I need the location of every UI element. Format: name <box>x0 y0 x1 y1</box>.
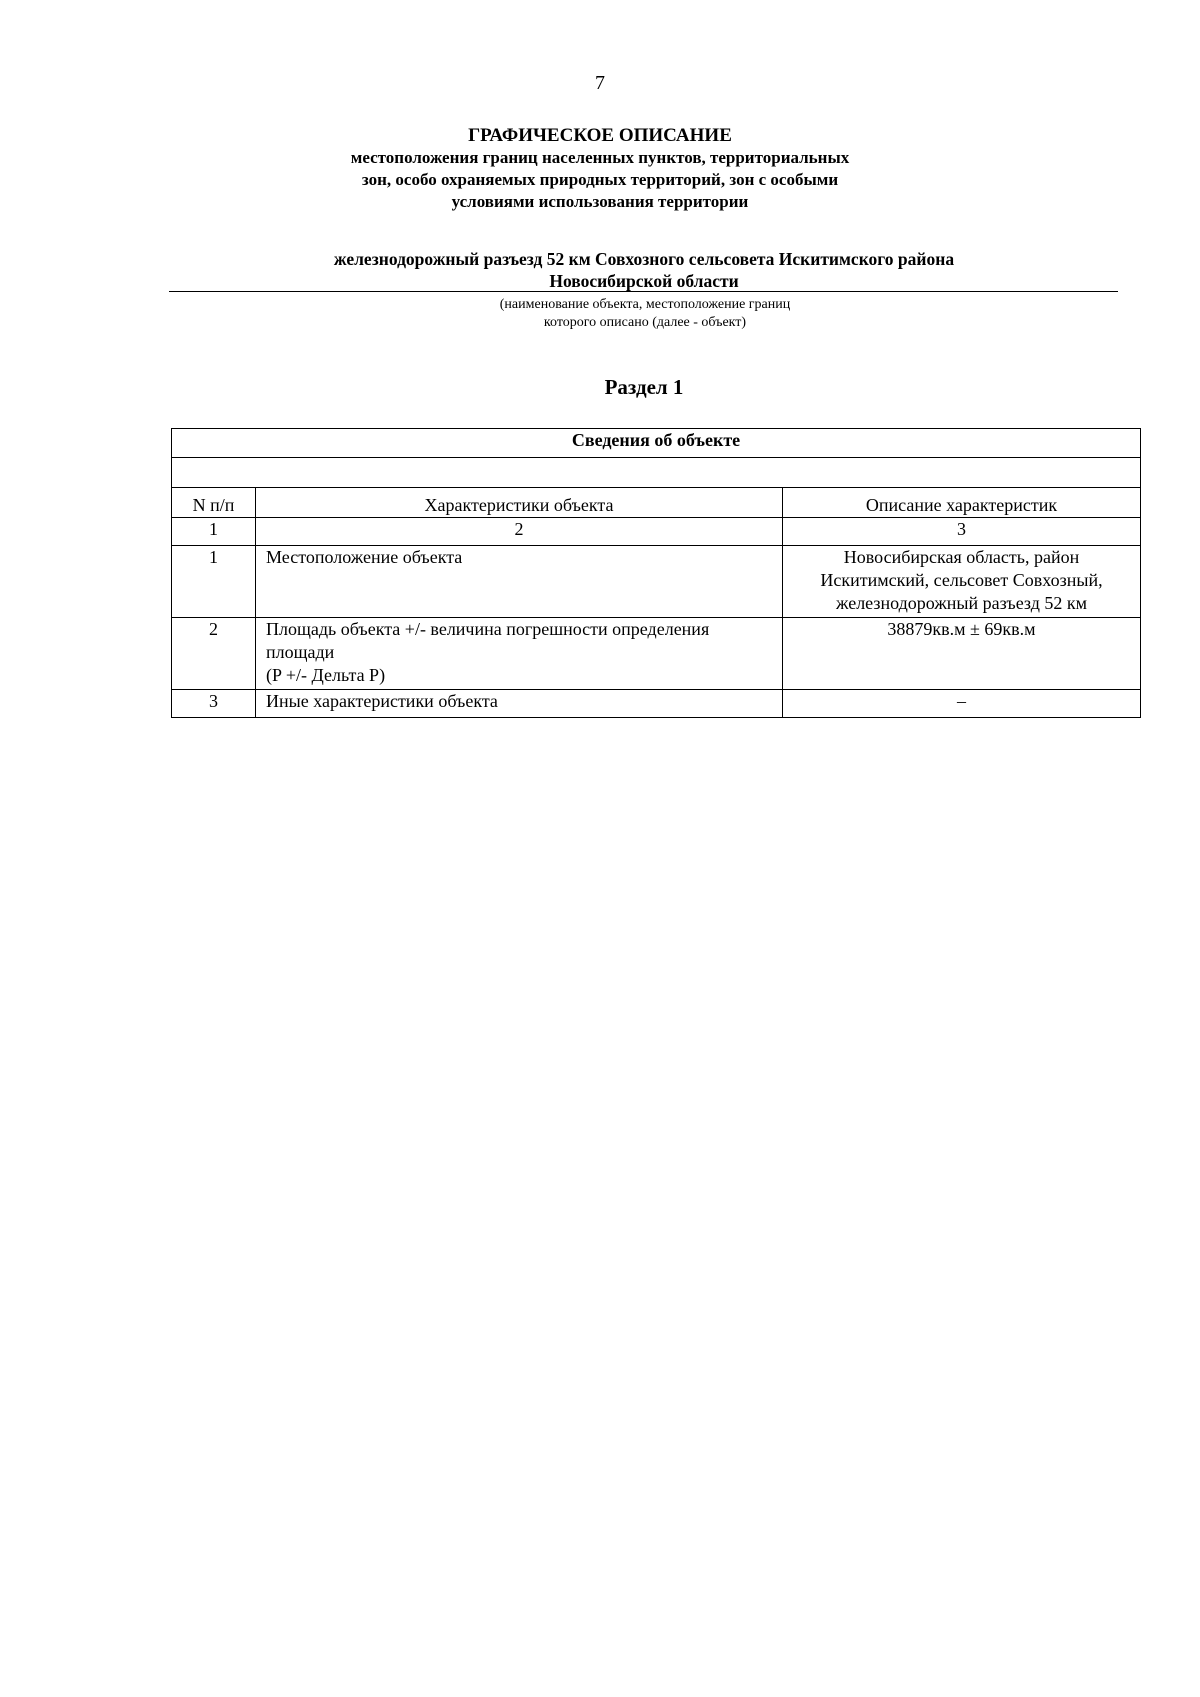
characteristic-line: Местоположение объекта <box>266 547 463 567</box>
column-number: 3 <box>783 518 1141 546</box>
row-description <box>783 546 1141 618</box>
description-line: Новосибирская область, район <box>843 547 1080 567</box>
object-name-caption <box>250 296 1040 332</box>
row-number: 1 <box>172 546 256 618</box>
table-row <box>172 546 1141 618</box>
row-description <box>783 618 1141 690</box>
object-name <box>169 248 1119 292</box>
header-description: Описание характеристик <box>783 488 1141 518</box>
page-number: 7 <box>595 72 605 94</box>
header-number: N п/п <box>172 488 256 518</box>
characteristic-line: площади <box>266 642 335 662</box>
column-number: 2 <box>256 518 783 546</box>
caption-line: которого описано (далее - объект) <box>543 315 747 330</box>
row-characteristic <box>256 690 783 718</box>
table-row <box>172 690 1141 718</box>
table-caption-row <box>172 429 1141 458</box>
row-characteristic <box>256 546 783 618</box>
table-column-numbers-row <box>172 518 1141 546</box>
header-characteristic: Характеристики объекта <box>256 488 783 518</box>
document-heading <box>250 125 950 213</box>
description-line: железнодорожный разъезд 52 км <box>836 593 1087 613</box>
row-description <box>783 690 1141 718</box>
heading-line: условиями использования территории <box>451 192 749 211</box>
table-header-row <box>172 488 1141 518</box>
table-row <box>172 618 1141 690</box>
table-caption: Сведения об объекте <box>172 429 1141 458</box>
object-info-table <box>171 428 1141 718</box>
characteristic-line: (P +/- Дельта P) <box>266 665 386 685</box>
description-line: 38879кв.м ± 69кв.м <box>887 619 1036 639</box>
caption-line: (наименование объекта, местоположение границ <box>499 297 791 312</box>
object-name-underline <box>169 291 1118 292</box>
characteristic-line: Площадь объекта +/- величина погрешности определения <box>266 619 710 639</box>
heading-line: местоположения границ населенных пунктов, территориальных <box>350 148 850 167</box>
row-number: 3 <box>172 690 256 718</box>
empty-cell <box>172 458 1141 488</box>
object-name-line: железнодорожный разъезд 52 км Совхозного сельсовета Искитимского района <box>333 249 955 269</box>
description-line: Искитимский, сельсовет Совхозный, <box>820 570 1103 590</box>
heading-line: зон, особо охраняемых природных территорий, зон с особыми <box>361 170 839 189</box>
row-number: 2 <box>172 618 256 690</box>
column-number: 1 <box>172 518 256 546</box>
object-name-line: Новосибирской области <box>549 271 739 291</box>
table-empty-row <box>172 458 1141 488</box>
description-line: – <box>957 691 966 711</box>
section-title: Раздел 1 <box>604 375 684 399</box>
document-title: ГРАФИЧЕСКОЕ ОПИСАНИЕ <box>468 125 732 146</box>
characteristic-line: Иные характеристики объекта <box>266 691 498 711</box>
row-characteristic <box>256 618 783 690</box>
